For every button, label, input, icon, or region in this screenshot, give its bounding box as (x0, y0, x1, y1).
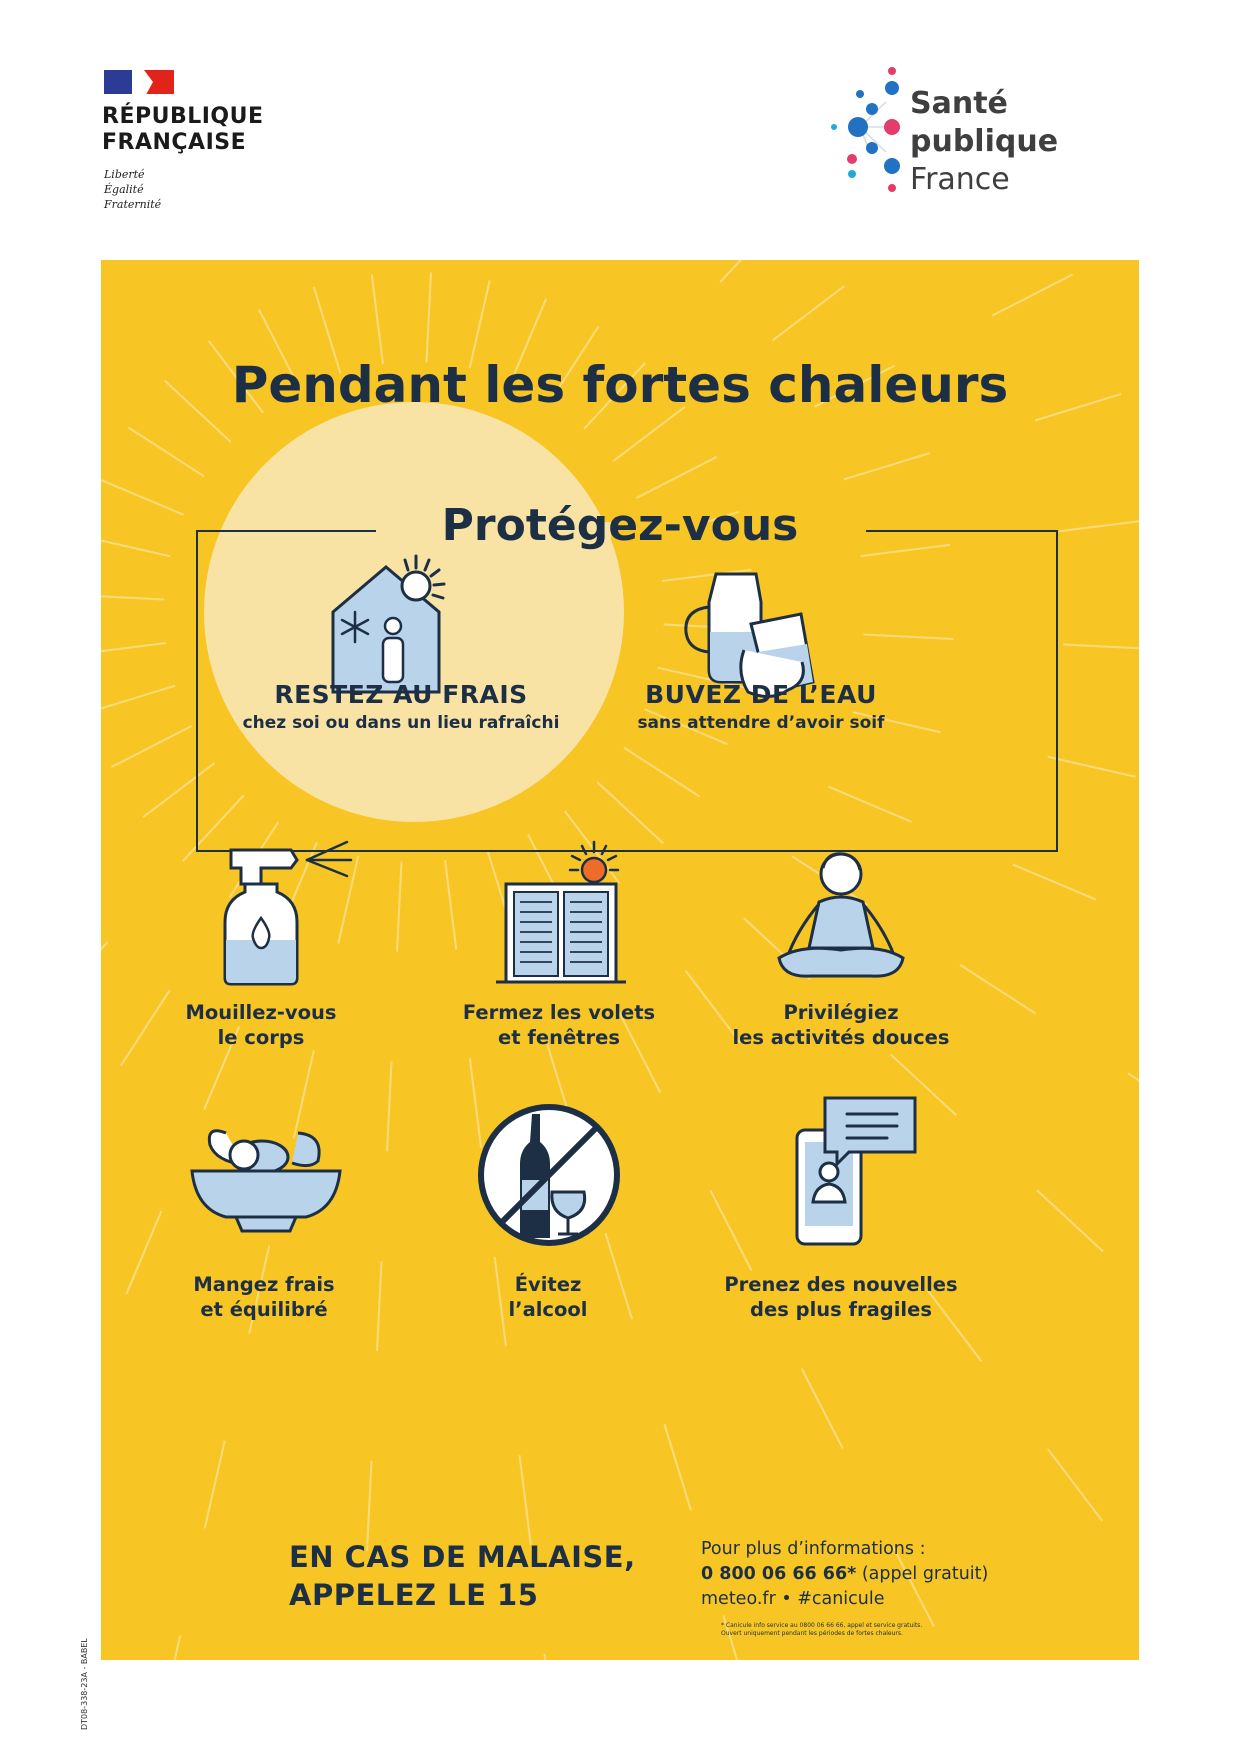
molecule-dots-icon (800, 64, 900, 214)
tip-line: le corps (217, 1026, 305, 1049)
info-block (701, 1537, 988, 1612)
main-tip-subtitle: sans attendre d’avoir soif (637, 713, 885, 733)
footnote (721, 1622, 922, 1638)
sante-publique-france-logo (800, 64, 1080, 214)
main-tip-stay-cool (241, 680, 561, 733)
tip-close-shutters (429, 1000, 689, 1050)
republique-francaise-logo (100, 64, 300, 214)
tip-line: Prenez des nouvelles (724, 1273, 958, 1296)
closed-shutters-icon (486, 840, 636, 990)
francaise-line: FRANÇAISE (102, 130, 247, 155)
spray-bottle-icon (201, 830, 361, 990)
protect-heading (101, 500, 1139, 551)
tip-line: les activités douces (732, 1026, 950, 1049)
tip-line: et fenêtres (498, 1026, 620, 1049)
publique-word: publique (910, 124, 1059, 159)
info-website: meteo.fr • #canicule (701, 1589, 885, 1609)
tip-line: Fermez les volets (462, 1001, 656, 1024)
sun-ray (215, 260, 383, 364)
main-tip-subtitle: chez soi ou dans un lieu rafraîchi (242, 713, 560, 733)
phone-message-icon (791, 1092, 921, 1252)
info-line: Pour plus d’informations : (701, 1539, 926, 1559)
salad-bowl-icon (186, 1105, 346, 1245)
tip-eat-fresh (134, 1272, 394, 1322)
tip-line: Mouillez-vous (185, 1001, 337, 1024)
tip-line: Mangez frais (193, 1273, 335, 1296)
footnote-line: Ouvert uniquement pendant les périodes de fortes chaleurs. (721, 1630, 903, 1637)
heatwave-poster (101, 260, 1139, 1660)
emergency-line-2: APPELEZ LE 15 (289, 1578, 539, 1612)
tip-line: des plus fragiles (750, 1298, 932, 1321)
sun-ray (101, 643, 166, 811)
tip-line: Privilégiez (783, 1001, 899, 1024)
main-tip-title: RESTEZ AU FRAIS (274, 680, 528, 709)
emergency-call-notice (289, 1538, 636, 1614)
poster-title: Pendant les fortes chaleurs (231, 356, 1009, 414)
marianne-flag-icon (104, 70, 174, 94)
tip-check-on-vulnerable (711, 1272, 971, 1322)
main-tip-drink-water (601, 680, 921, 733)
main-tip-title: BUVEZ DE L’EAU (645, 680, 877, 709)
tip-gentle-activities (711, 1000, 971, 1050)
tip-line: l’alcool (508, 1298, 588, 1321)
meditating-person-icon (761, 840, 921, 990)
tip-line: Évitez (514, 1273, 582, 1296)
print-reference (80, 1612, 94, 1732)
tip-wet-body (131, 1000, 391, 1050)
info-phone-line (701, 1562, 988, 1587)
info-phone-number: 0 800 06 66 66* (701, 1564, 857, 1584)
tip-avoid-alcohol (418, 1272, 678, 1322)
no-alcohol-icon (474, 1100, 624, 1250)
footnote-line: * Canicule info service au 0800 06 66 66, appel et service gratuits. (721, 1622, 923, 1629)
info-phone-note: (appel gratuit) (856, 1564, 989, 1584)
motto-liberte: Liberté (104, 168, 145, 181)
motto-egalite: Égalité (104, 183, 144, 196)
protect-title-text: Protégez-vous (441, 500, 799, 551)
tip-line: et équilibré (200, 1298, 328, 1321)
sun-ray (426, 260, 493, 362)
sun-ray (101, 260, 231, 442)
print-reference-text: DT08-338-23A - BABEL (80, 1638, 89, 1730)
motto-fraternite: Fraternité (104, 198, 162, 211)
sante-word: Santé (910, 86, 1008, 121)
france-word: France (910, 162, 1010, 197)
republique-line: RÉPUBLIQUE (102, 104, 264, 129)
emergency-line-1: EN CAS DE MALAISE, (289, 1540, 636, 1574)
